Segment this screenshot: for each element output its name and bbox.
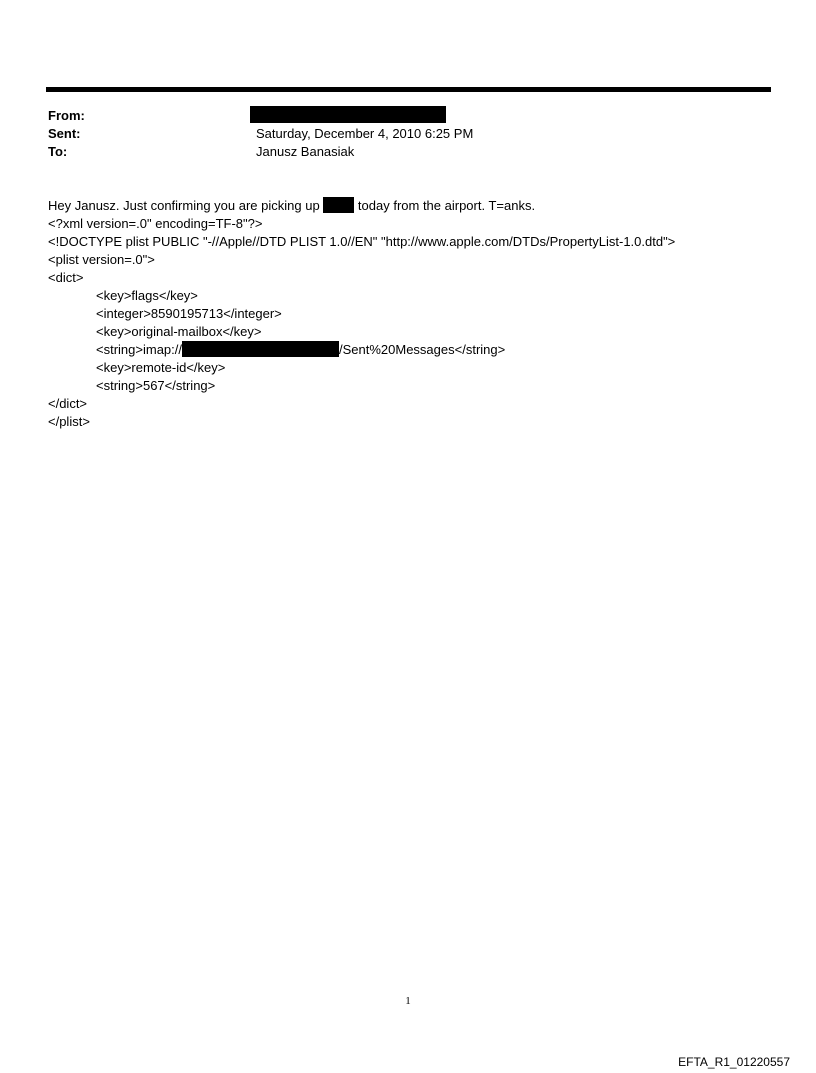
from-label: From: <box>48 108 85 123</box>
email-body <box>48 197 788 431</box>
imap-prefix: <string>imap:// <box>96 342 182 357</box>
doctype-line: <!DOCTYPE plist PUBLIC "-//Apple//DTD PLIST 1.0//EN" "http://www.apple.com/DTDs/PropertyList-1.0.dtd"> <box>48 234 676 249</box>
page-number: 1 <box>405 995 411 1007</box>
plist-open: <plist version=.0"> <box>48 252 155 267</box>
body-line <box>48 197 788 215</box>
sent-value: Saturday, December 4, 2010 6:25 PM <box>256 126 474 141</box>
string-remote-id: <string>567</string> <box>96 378 216 393</box>
string-imap <box>48 341 788 359</box>
to-value: Janusz Banasiak <box>256 144 355 159</box>
name-redaction <box>323 197 354 213</box>
xml-declaration: <?xml version=.0" encoding=TF-8"?> <box>48 216 263 231</box>
document-id: EFTA_R1_01220557 <box>678 1055 790 1069</box>
from-redaction <box>250 106 446 123</box>
greeting-text: Hey Janusz. Just confirming you are picking up <box>48 198 324 213</box>
dict-open: <dict> <box>48 270 84 285</box>
key-original-mailbox: <key>original-mailbox</key> <box>96 324 262 339</box>
to-label: To: <box>48 144 68 159</box>
key-flags: <key>flags</key> <box>96 288 198 303</box>
key-remote-id: <key>remote-id</key> <box>96 360 226 375</box>
integer-flags: <integer>8590195713</integer> <box>96 306 282 321</box>
sent-label: Sent: <box>48 126 81 141</box>
imap-redaction <box>182 341 339 357</box>
dict-close: </dict> <box>48 396 88 411</box>
imap-suffix: /Sent%20Messages</string> <box>339 342 506 357</box>
header-rule <box>46 87 771 92</box>
greeting-text-end: today from the airport. T=anks. <box>354 198 536 213</box>
plist-close: </plist> <box>48 414 90 429</box>
